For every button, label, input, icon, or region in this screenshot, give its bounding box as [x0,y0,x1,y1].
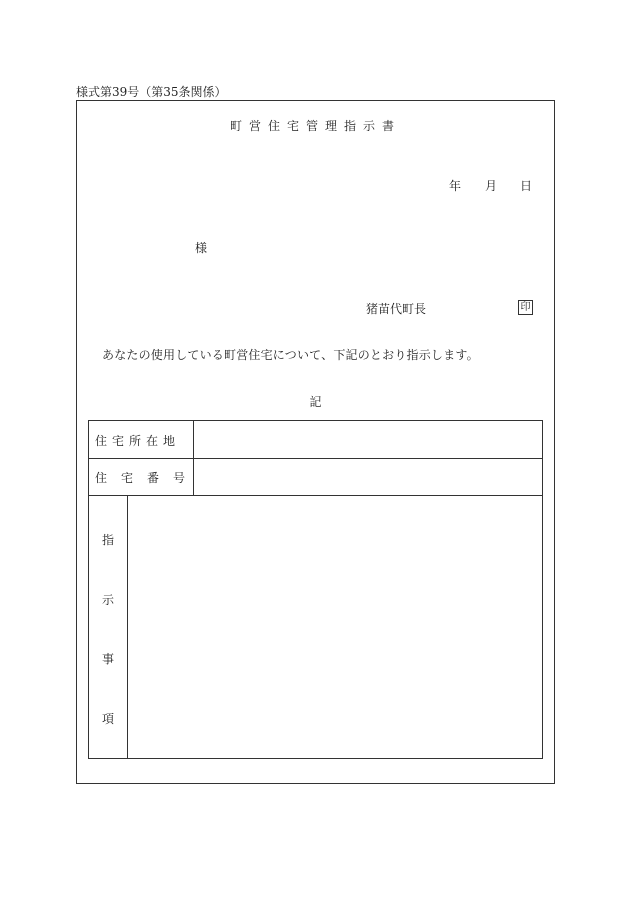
issuer-title: 猪苗代町長 [366,302,427,316]
ki-heading: 記 [309,395,322,409]
addressee-suffix: 様 [195,241,208,255]
form-number: 様式第39号（第35条関係） [76,85,227,99]
table-row-divider [89,495,542,496]
instructions-label-char: 事 [101,652,114,666]
instructions-label-char: 項 [101,712,114,726]
instruction-table [88,420,543,759]
seal-mark: 印 [518,300,533,315]
instructions-label-char: 指 [101,533,114,547]
document-title: 町営住宅管理指示書 [229,119,401,133]
date-day-label: 日 [520,179,533,193]
housing-number-label: 住宅番号 [95,471,200,485]
instructions-label-char: 示 [101,593,114,607]
table-row-divider [89,458,542,459]
date-month-label: 月 [485,179,498,193]
date-year-label: 年 [449,179,462,193]
table-column-divider [127,495,128,758]
address-label: 住宅所在地 [95,434,181,448]
body-text: あなたの使用している町営住宅について、下記のとおり指示します。 [102,348,479,362]
